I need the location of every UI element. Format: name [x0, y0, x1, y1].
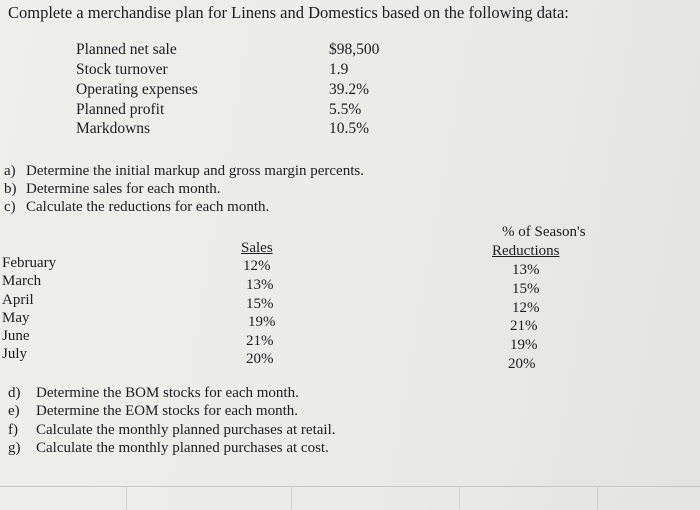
grid-line [126, 486, 127, 510]
reduction-value-may: 21% [510, 318, 538, 334]
problem-title: Complete a merchandise plan for Linens and Domestics based on the following data: [8, 3, 569, 22]
given-value-planned-profit: 5.5% [329, 101, 362, 118]
sales-value-february: 12% [243, 258, 271, 274]
given-label-operating-expenses: Operating expenses [76, 81, 198, 98]
reductions-header-line2: Reductions [492, 243, 560, 259]
sales-header: Sales [241, 240, 273, 256]
grid-line [291, 486, 292, 510]
question-text: Determine the EOM stocks for each month. [36, 403, 299, 419]
month-april: April [2, 292, 34, 308]
question-d [8, 385, 299, 402]
reduction-value-april: 12% [512, 300, 540, 316]
given-label-planned-profit: Planned profit [76, 101, 165, 118]
given-label-stock-turnover: Stock turnover [76, 61, 168, 78]
grid-line [0, 486, 700, 487]
month-june: June [2, 328, 30, 344]
given-value-operating-expenses: 39.2% [329, 81, 370, 98]
reduction-value-february: 13% [512, 262, 540, 278]
reduction-value-july: 20% [508, 356, 536, 372]
question-b [4, 181, 221, 198]
given-value-markdowns: 10.5% [329, 120, 370, 137]
month-may: May [2, 310, 30, 326]
reductions-header-line1: % of Season's [502, 224, 586, 240]
month-march: March [2, 273, 42, 289]
question-text: Calculate the monthly planned purchases at cost. [36, 440, 329, 456]
question-marker: d) [8, 385, 21, 401]
sales-value-june: 21% [246, 333, 274, 349]
given-label-markdowns: Markdowns [76, 120, 151, 137]
question-g [8, 440, 329, 457]
given-label-planned-net-sale: Planned net sale [76, 41, 177, 58]
question-marker: e) [8, 403, 20, 419]
sales-value-may: 19% [248, 314, 276, 330]
grid-line [597, 486, 598, 510]
question-marker: f) [8, 422, 18, 438]
question-marker: a) [4, 163, 16, 179]
sales-value-march: 13% [246, 277, 274, 293]
question-marker: g) [8, 440, 21, 456]
question-text: Calculate the reductions for each month. [26, 199, 270, 215]
question-f [8, 422, 335, 439]
question-marker: b) [4, 181, 17, 197]
question-text: Determine sales for each month. [26, 181, 221, 197]
given-value-planned-net-sale: $98,500 [329, 41, 380, 58]
question-marker: c) [4, 199, 16, 215]
sales-value-april: 15% [246, 296, 274, 312]
question-text: Determine the BOM stocks for each month. [36, 385, 299, 401]
question-e [8, 403, 298, 420]
question-text: Determine the initial markup and gross margin percents. [26, 163, 364, 179]
question-text: Calculate the monthly planned purchases at retail. [36, 422, 336, 438]
month-july: July [2, 346, 28, 362]
reduction-value-march: 15% [512, 281, 540, 297]
sales-value-july: 20% [246, 351, 274, 367]
question-c [4, 199, 269, 216]
reduction-value-june: 19% [510, 337, 538, 353]
grid-line [459, 486, 460, 510]
question-a [4, 163, 364, 180]
given-value-stock-turnover: 1.9 [329, 61, 349, 78]
month-february: February [2, 255, 57, 271]
